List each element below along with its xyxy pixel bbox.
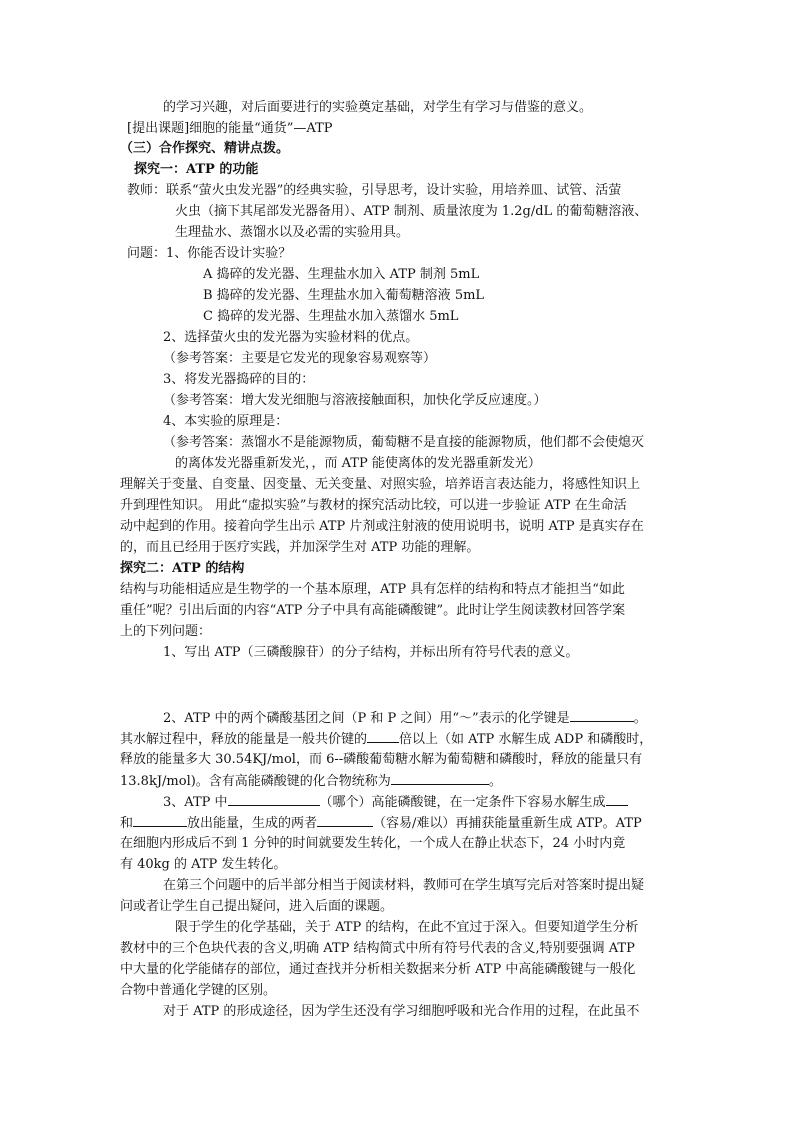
note-line: 限于学生的化学基础，关于 ATP 的结构，在此不宜过于深入。但要知道学生分析 <box>175 920 639 935</box>
inquiry2-intro: 重任”呢？引出后面的内容“ATP 分子中具有高能磷酸键”。此时让学生阅读教材回答学案 <box>120 603 626 618</box>
inquiry1-heading: 探究一：ATP 的功能 <box>134 162 259 177</box>
summary-line: 的，而且已经用于医疗实践，并加深学生对 ATP 功能的理解。 <box>120 540 480 555</box>
answer-4: （参考答案：蒸馏水不是能源物质，葡萄糖不是直接的能源物质，他们都不会使熄灭 <box>163 435 645 450</box>
summary-line: 理解关于变量、自变量、因变量、无关变量、对照实验，培养语言表达能力，将感性知识上 <box>120 477 641 492</box>
answer-blank[interactable] <box>391 771 489 785</box>
structure-question-2-line: 释放的能量多大 30.54KJ/mol，而 6--磷酸葡萄糖水解为葡萄糖和磷酸时，释放的能量只有 <box>120 752 643 767</box>
structure-question-3-line <box>120 813 642 832</box>
inquiry2-intro: 上的下列问题： <box>120 624 212 639</box>
answer-blank[interactable] <box>133 813 187 827</box>
section-heading: （三）合作探究、精讲点拨。 <box>120 141 290 156</box>
answer-2: （参考答案：主要是它发光的现象容易观察等） <box>163 351 437 366</box>
note-line: 中大量的化学能储存的部位，通过查找并分析相关数据来分析 ATP 中高能磷酸键与一般化 <box>120 962 636 977</box>
teacher-line: 火虫（摘下其尾部发光器备用）、ATP 制剂、质量浓度为 1.2g/dL 的葡萄糖溶液、 <box>175 204 648 219</box>
question-1: 问题：1、你能否设计实验？ <box>127 246 292 261</box>
structure-question-3-line: 有 40kg 的 ATP 发生转化。 <box>120 857 287 872</box>
note-line: 教材中的三个色块代表的含义,明确 ATP 结构简式中所有符号代表的含义,特别要强调 ATP <box>120 941 635 956</box>
teacher-line: 生理盐水、蒸馏水以及必需的实验用具。 <box>175 225 410 240</box>
answer-3: （参考答案：增大发光细胞与溶液接触面积，加快化学反应速度。） <box>163 393 547 408</box>
question-text: 和 <box>120 816 134 831</box>
option-a: A 捣碎的发光器、生理盐水加入 ATP 制剂 5mL <box>203 267 480 282</box>
question-text: （容易/难以）再捕获能量重新生成 ATP。ATP <box>373 816 642 831</box>
answer-4: 的离体发光器重新发光，，而 ATP 能使离体的发光器重新发光） <box>175 456 541 471</box>
inquiry2-heading: 探究二：ATP 的结构 <box>120 561 245 576</box>
structure-question-2 <box>163 708 647 727</box>
answer-blank[interactable] <box>317 813 373 827</box>
note-line: 对于 ATP 的形成途径，因为学生还没有学习细胞呼吸和光合作用的过程，在此虽不 <box>163 1004 640 1019</box>
intro-line: 的学习兴趣，对后面要进行的实验奠定基础，对学生有学习与借鉴的意义。 <box>163 100 593 115</box>
question-text: 。 <box>633 711 647 726</box>
structure-question-2-line <box>120 729 652 748</box>
lesson-topic: [提出课题]细胞的能量“通货”—ATP <box>127 121 333 136</box>
question-2: 2、选择萤火虫的发光器为实验材料的优点。 <box>163 330 419 345</box>
question-text: 3、ATP 中 <box>163 795 228 810</box>
answer-blank[interactable] <box>367 729 399 743</box>
structure-question-2-line <box>120 771 502 790</box>
structure-question-1: 1、写出 ATP（三磷酸腺苷）的分子结构，并标出所有符号代表的意义。 <box>163 645 579 660</box>
summary-line: 动中起到的作用。接着向学生出示 ATP 片剂或注射液的使用说明书，说明 ATP 是真实存在 <box>120 519 644 534</box>
option-c: C 捣碎的发光器、生理盐水加入蒸馏水 5mL <box>203 309 459 324</box>
question-text: 。 <box>488 774 502 789</box>
answer-blank[interactable] <box>228 792 320 806</box>
question-text: 放出能量，生成的两者 <box>187 816 318 831</box>
inquiry2-intro: 结构与功能相适应是生物学的一个基本原理，ATP 具有怎样的结构和特点才能担当“如此 <box>120 582 625 597</box>
question-text: 倍以上（如 ATP 水解生成 ADP 和磷酸时， <box>399 732 653 747</box>
question-text: 2、ATP 中的两个磷酸基团之间（P 和 P 之间）用“～”表示的化学键是 <box>163 711 570 726</box>
question-3: 3、将发光器捣碎的目的： <box>163 372 315 387</box>
note-line: 问或者让学生自己提出疑问，进入后面的课题。 <box>120 899 394 914</box>
answer-blank[interactable] <box>570 708 634 722</box>
summary-line: 升到理性知识。 用此“虚拟实验”与教材的探究活动比较，可以进一步验证 ATP 在生命活 <box>120 498 627 513</box>
option-b: B 捣碎的发光器、生理盐水加入葡萄糖溶液 5mL <box>203 288 485 303</box>
structure-question-3 <box>163 792 628 811</box>
question-text: 13.8kJ/mol)。含有高能磷酸键的化合物统称为 <box>120 774 391 789</box>
answer-blank[interactable] <box>606 792 628 806</box>
note-line: 在第三个问题中的后半部分相当于阅读材料，教师可在学生填写完后对答案时提出疑 <box>163 878 645 893</box>
note-line: 合物中普通化学键的区别。 <box>120 983 277 998</box>
teacher-line: 教师：联系“萤火虫发光器”的经典实验，引导思考，设计实验，用培养皿、试管、活萤 <box>127 183 622 198</box>
question-text: 其水解过程中，释放的能量是一般共价键的 <box>120 732 368 747</box>
question-text: （哪个）高能磷酸键，在一定条件下容易水解生成 <box>319 795 606 810</box>
question-4: 4、本实验的原理是： <box>163 414 289 429</box>
structure-question-3-line: 在细胞内形成后不到 1 分钟的时间就要发生转化，一个成人在静止状态下，24 小时内竟 <box>120 836 626 851</box>
